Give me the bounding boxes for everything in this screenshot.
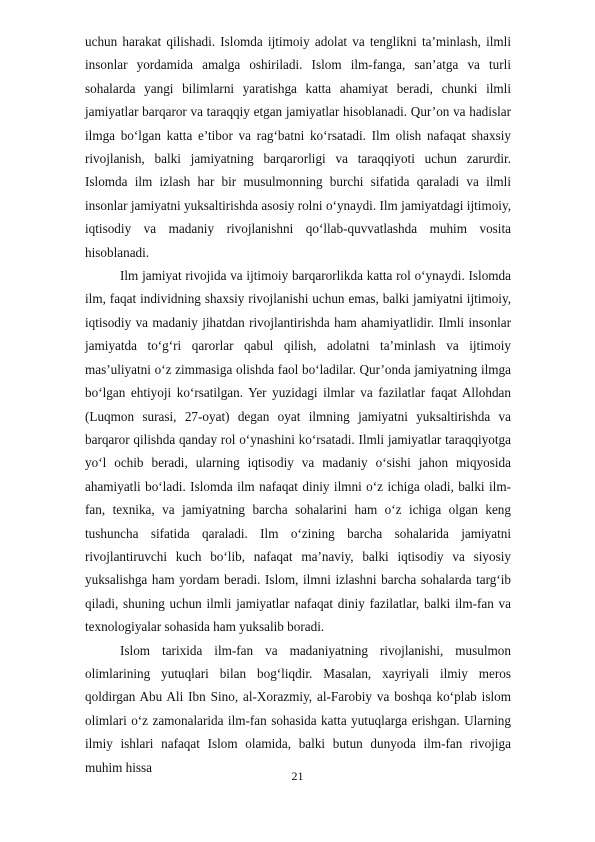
page-number: 21 — [291, 769, 304, 783]
document-body — [85, 30, 511, 779]
paragraph-1: uchun harakat qilishadi. Islomda ijtimoiy adolat va tenglikni ta’minlash, ilmli insonlar yordamida amalga oshiriladi. Islom ilm-fanga, san’atga va turli sohalarda yangi bilimlarni yaratishga katta ahamiyat beradi, chunki ilmli jamiyatlar barqaror va taraqqiy etgan jamiyatlar hisoblanadi. Qur’on va hadislar ilmga bo‘lgan katta e’tibor va rag‘batni ko‘rsatadi. Ilm olish nafaqat shaxsiy rivojlanish, balki jamiyatning barqarorligi va taraqqiyoti uchun zarurdir. Islomda ilm izlash har bir musulmonning burchi sifatida qaraladi va ilmli insonlar jamiyatni yuksaltirishda asosiy rolni o‘ynaydi. Ilm jamiyatdagi ijtimoiy, iqtisodiy va madaniy rivojlanishni qo‘llab-quvvatlashda muhim vosita hisoblanadi. — [85, 34, 511, 260]
paragraph-2: Ilm jamiyat rivojida va ijtimoiy barqarorlikda katta rol o‘ynaydi. Islomda ilm, faqat individning shaxsiy rivojlanishi uchun emas, balki jamiyatni ijtimoiy, iqtisodiy va madaniy jihatdan rivojlantirishda ham ahamiyatlidir. Ilmli insonlar jamiyatda to‘g‘ri qarorlar qabul qilish, adolatni ta’minlash va ijtimoiy mas’uliyatni o‘z zimmasiga olishda faol bo‘ladilar. Qur’onda jamiyatning ilmga bo‘lgan ehtiyoji ko‘rsatilgan. Yer yuzidagi ilmlar va fazilatlar faqat Allohdan (Luqmon surasi, 27-oyat) degan oyat ilmning jamiyatni yuksaltirishda va barqaror qilishda qanday rol o‘ynashini ko‘rsatadi. Ilmli jamiyatlar taraqqiyotga yo‘l ochib beradi, ularning iqtisodiy va madaniy o‘sishi jahon miqyosida ahamiyatli bo‘ladi. Islomda ilm nafaqat diniy ilmni o‘z ichiga oladi, balki ilm-fan, texnika, va jamiyatning barcha sohalarini ham o‘z ichiga olgan keng tushuncha sifatida qaraladi. Ilm o‘zining barcha sohalarida jamiyatni rivojlantiruvchi kuch bo‘lib, nafaqat ma’naviy, balki iqtisodiy va siyosiy yuksalishga ham yordam beradi. Islom, ilmni izlashni barcha sohalarda targ‘ib qiladi, shuning uchun ilmli jamiyatlar nafaqat diniy fazilatlar, balki ilm-fan va texnologiyalar sohasida ham yuksalib boradi. — [85, 268, 511, 635]
paragraph-3: Islom tarixida ilm-fan va madaniyatning rivojlanishi, musulmon olimlarining yutuqlari bilan bog‘liqdir. Masalan, xayriyali ilmiy meros qoldirgan Abu Ali Ibn Sino, al-Xorazmiy, al-Farobiy va boshqa ko‘plab islom olimlari o‘z zamonalarida ilm-fan sohasida katta yutuqlarga erishgan. Ularning ilmiy ishlari nafaqat Islom olamida, balki butun dunyoda ilm-fan rivojiga muhim hissa — [85, 642, 511, 775]
